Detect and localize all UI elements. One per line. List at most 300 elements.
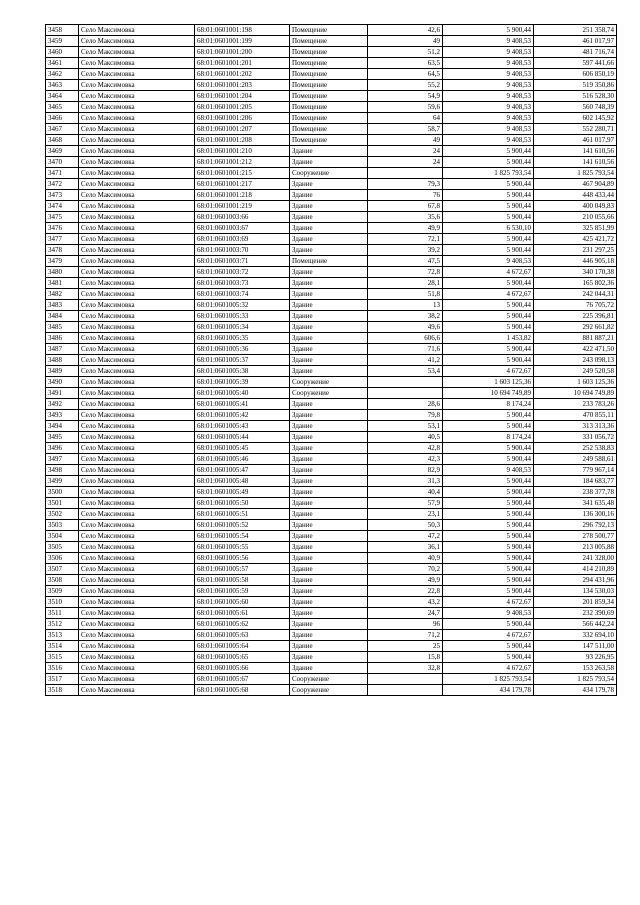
area-cell: 24 (368, 146, 443, 157)
area-cell: 51,2 (368, 47, 443, 58)
table-body (46, 25, 617, 696)
settlement-cell: Село Максимовка (79, 36, 195, 47)
table-row (46, 608, 617, 619)
table-row (46, 553, 617, 564)
area-cell: 64 (368, 113, 443, 124)
row-number-cell: 3467 (46, 124, 79, 135)
specific-value-cell: 5 900,44 (443, 531, 534, 542)
settlement-cell: Село Максимовка (79, 641, 195, 652)
row-number-cell: 3509 (46, 586, 79, 597)
settlement-cell: Село Максимовка (79, 179, 195, 190)
row-number-cell: 3515 (46, 652, 79, 663)
specific-value-cell: 5 900,44 (443, 179, 534, 190)
object-type-cell: Здание (290, 564, 368, 575)
row-number-cell: 3501 (46, 498, 79, 509)
settlement-cell: Село Максимовка (79, 69, 195, 80)
table-row (46, 355, 617, 366)
object-type-cell: Здание (290, 498, 368, 509)
table-row (46, 498, 617, 509)
area-cell: 42,6 (368, 25, 443, 36)
row-number-cell: 3475 (46, 212, 79, 223)
area-cell: 64,5 (368, 69, 443, 80)
cadastral-value-cell: 251 358,74 (534, 25, 617, 36)
area-cell: 79,3 (368, 179, 443, 190)
object-type-cell: Здание (290, 597, 368, 608)
area-cell: 76 (368, 190, 443, 201)
cadastral-number-cell: 68:01:0601005:65 (195, 652, 290, 663)
row-number-cell: 3490 (46, 377, 79, 388)
settlement-cell: Село Максимовка (79, 454, 195, 465)
settlement-cell: Село Максимовка (79, 300, 195, 311)
cadastral-value-cell: 233 783,26 (534, 399, 617, 410)
cadastral-number-cell: 68:01:0601001:218 (195, 190, 290, 201)
specific-value-cell: 5 900,44 (443, 300, 534, 311)
specific-value-cell: 4 672,67 (443, 597, 534, 608)
settlement-cell: Село Максимовка (79, 212, 195, 223)
area-cell: 54,9 (368, 91, 443, 102)
area-cell: 22,8 (368, 586, 443, 597)
table-row (46, 212, 617, 223)
table-row (46, 454, 617, 465)
area-cell: 79,8 (368, 410, 443, 421)
cadastral-number-cell: 68:01:0601005:34 (195, 322, 290, 333)
cadastral-number-cell: 68:01:0601005:62 (195, 619, 290, 630)
specific-value-cell: 5 900,44 (443, 25, 534, 36)
table-row (46, 102, 617, 113)
settlement-cell: Село Максимовка (79, 509, 195, 520)
cadastral-number-cell: 68:01:0601003:74 (195, 289, 290, 300)
row-number-cell: 3485 (46, 322, 79, 333)
object-type-cell: Здание (290, 212, 368, 223)
cadastral-number-cell: 68:01:0601005:64 (195, 641, 290, 652)
cadastral-value-cell: 422 471,50 (534, 344, 617, 355)
specific-value-cell: 9 408,53 (443, 124, 534, 135)
area-cell: 53,1 (368, 421, 443, 432)
object-type-cell: Здание (290, 344, 368, 355)
row-number-cell: 3505 (46, 542, 79, 553)
settlement-cell: Село Максимовка (79, 432, 195, 443)
settlement-cell: Село Максимовка (79, 146, 195, 157)
cadastral-value-cell: 325 851,99 (534, 223, 617, 234)
settlement-cell: Село Максимовка (79, 223, 195, 234)
object-type-cell: Здание (290, 520, 368, 531)
cadastral-value-cell: 461 017,97 (534, 135, 617, 146)
area-cell: 55,2 (368, 80, 443, 91)
settlement-cell: Село Максимовка (79, 663, 195, 674)
table-row (46, 245, 617, 256)
settlement-cell: Село Максимовка (79, 256, 195, 267)
object-type-cell: Здание (290, 179, 368, 190)
cadastral-value-cell: 552 280,71 (534, 124, 617, 135)
area-cell: 71,6 (368, 344, 443, 355)
specific-value-cell: 9 408,53 (443, 465, 534, 476)
settlement-cell: Село Максимовка (79, 531, 195, 542)
specific-value-cell: 5 900,44 (443, 355, 534, 366)
cadastral-value-cell: 278 500,77 (534, 531, 617, 542)
area-cell: 72,8 (368, 267, 443, 278)
settlement-cell: Село Максимовка (79, 190, 195, 201)
settlement-cell: Село Максимовка (79, 498, 195, 509)
cadastral-number-cell: 68:01:0601001:210 (195, 146, 290, 157)
cadastral-number-cell: 68:01:0601001:207 (195, 124, 290, 135)
table-row (46, 344, 617, 355)
specific-value-cell: 5 900,44 (443, 553, 534, 564)
table-row (46, 663, 617, 674)
row-number-cell: 3500 (46, 487, 79, 498)
object-type-cell: Помещение (290, 80, 368, 91)
object-type-cell: Помещение (290, 25, 368, 36)
cadastral-value-cell: 446 905,18 (534, 256, 617, 267)
table-row (46, 80, 617, 91)
row-number-cell: 3473 (46, 190, 79, 201)
settlement-cell: Село Максимовка (79, 399, 195, 410)
row-number-cell: 3511 (46, 608, 79, 619)
object-type-cell: Сооружение (290, 377, 368, 388)
area-cell: 47,2 (368, 531, 443, 542)
cadastral-number-cell: 68:01:0601005:57 (195, 564, 290, 575)
area-cell: 39,2 (368, 245, 443, 256)
cadastral-value-cell: 249 520,58 (534, 366, 617, 377)
specific-value-cell: 8 174,24 (443, 432, 534, 443)
object-type-cell: Здание (290, 531, 368, 542)
object-type-cell: Помещение (290, 69, 368, 80)
area-cell: 38,2 (368, 311, 443, 322)
cadastral-number-cell: 68:01:0601001:215 (195, 168, 290, 179)
object-type-cell: Здание (290, 542, 368, 553)
table-row (46, 575, 617, 586)
specific-value-cell: 9 408,53 (443, 36, 534, 47)
specific-value-cell: 5 900,44 (443, 443, 534, 454)
cadastral-number-cell: 68:01:0601001:205 (195, 102, 290, 113)
table-row (46, 388, 617, 399)
settlement-cell: Село Максимовка (79, 410, 195, 421)
area-cell: 96 (368, 619, 443, 630)
area-cell: 67,8 (368, 201, 443, 212)
area-cell: 49,6 (368, 322, 443, 333)
table-row (46, 333, 617, 344)
row-number-cell: 3469 (46, 146, 79, 157)
row-number-cell: 3460 (46, 47, 79, 58)
table-row (46, 487, 617, 498)
table-row (46, 586, 617, 597)
object-type-cell: Здание (290, 234, 368, 245)
table-row (46, 542, 617, 553)
specific-value-cell: 5 900,44 (443, 652, 534, 663)
settlement-cell: Село Максимовка (79, 157, 195, 168)
area-cell: 42,3 (368, 454, 443, 465)
object-type-cell: Здание (290, 575, 368, 586)
table-row (46, 630, 617, 641)
area-cell: 72,1 (368, 234, 443, 245)
object-type-cell: Здание (290, 443, 368, 454)
specific-value-cell: 9 408,53 (443, 91, 534, 102)
object-type-cell: Здание (290, 311, 368, 322)
row-number-cell: 3491 (46, 388, 79, 399)
table-row (46, 674, 617, 685)
row-number-cell: 3506 (46, 553, 79, 564)
table-row (46, 256, 617, 267)
cadastral-number-cell: 68:01:0601005:38 (195, 366, 290, 377)
specific-value-cell: 4 672,67 (443, 267, 534, 278)
row-number-cell: 3504 (46, 531, 79, 542)
specific-value-cell: 5 900,44 (443, 157, 534, 168)
row-number-cell: 3496 (46, 443, 79, 454)
table-row (46, 685, 617, 696)
cadastral-value-cell: 414 210,89 (534, 564, 617, 575)
object-type-cell: Здание (290, 641, 368, 652)
object-type-cell: Здание (290, 421, 368, 432)
settlement-cell: Село Максимовка (79, 487, 195, 498)
settlement-cell: Село Максимовка (79, 553, 195, 564)
row-number-cell: 3482 (46, 289, 79, 300)
row-number-cell: 3498 (46, 465, 79, 476)
cadastral-value-cell: 141 610,56 (534, 157, 617, 168)
object-type-cell: Здание (290, 465, 368, 476)
cadastral-value-cell: 231 297,25 (534, 245, 617, 256)
row-number-cell: 3478 (46, 245, 79, 256)
specific-value-cell: 9 408,53 (443, 58, 534, 69)
cadastral-number-cell: 68:01:0601001:198 (195, 25, 290, 36)
cadastral-value-cell: 606 850,19 (534, 69, 617, 80)
area-cell: 23,1 (368, 509, 443, 520)
area-cell: 53,4 (368, 366, 443, 377)
area-cell: 49 (368, 135, 443, 146)
row-number-cell: 3502 (46, 509, 79, 520)
settlement-cell: Село Максимовка (79, 289, 195, 300)
row-number-cell: 3492 (46, 399, 79, 410)
cadastral-number-cell: 68:01:0601005:39 (195, 377, 290, 388)
object-type-cell: Здание (290, 289, 368, 300)
specific-value-cell: 1 603 125,36 (443, 377, 534, 388)
cadastral-number-cell: 68:01:0601003:67 (195, 223, 290, 234)
cadastral-value-table (45, 24, 617, 696)
cadastral-number-cell: 68:01:0601001:217 (195, 179, 290, 190)
specific-value-cell: 9 408,53 (443, 47, 534, 58)
object-type-cell: Здание (290, 267, 368, 278)
cadastral-value-cell: 1 825 793,54 (534, 168, 617, 179)
cadastral-value-cell: 448 433,44 (534, 190, 617, 201)
cadastral-number-cell: 68:01:0601005:33 (195, 311, 290, 322)
cadastral-value-cell: 434 179,78 (534, 685, 617, 696)
row-number-cell: 3458 (46, 25, 79, 36)
cadastral-value-cell: 1 825 793,54 (534, 674, 617, 685)
area-cell: 40,5 (368, 432, 443, 443)
table-row (46, 36, 617, 47)
area-cell: 58,7 (368, 124, 443, 135)
table-row (46, 58, 617, 69)
cadastral-value-cell: 238 377,78 (534, 487, 617, 498)
cadastral-value-cell: 400 049,83 (534, 201, 617, 212)
settlement-cell: Село Максимовка (79, 597, 195, 608)
object-type-cell: Здание (290, 355, 368, 366)
area-cell (368, 685, 443, 696)
table-row (46, 443, 617, 454)
settlement-cell: Село Максимовка (79, 58, 195, 69)
row-number-cell: 3471 (46, 168, 79, 179)
table-row (46, 564, 617, 575)
object-type-cell: Здание (290, 245, 368, 256)
object-type-cell: Здание (290, 630, 368, 641)
area-cell: 82,9 (368, 465, 443, 476)
area-cell: 28,6 (368, 399, 443, 410)
cadastral-value-cell: 597 441,66 (534, 58, 617, 69)
table-row (46, 520, 617, 531)
cadastral-number-cell: 68:01:0601005:45 (195, 443, 290, 454)
cadastral-value-cell: 232 390,69 (534, 608, 617, 619)
specific-value-cell: 4 672,67 (443, 663, 534, 674)
cadastral-number-cell: 68:01:0601001:199 (195, 36, 290, 47)
cadastral-value-cell: 242 044,31 (534, 289, 617, 300)
table-row (46, 25, 617, 36)
cadastral-value-cell: 213 005,88 (534, 542, 617, 553)
cadastral-number-cell: 68:01:0601005:43 (195, 421, 290, 432)
table-row (46, 201, 617, 212)
row-number-cell: 3494 (46, 421, 79, 432)
object-type-cell: Здание (290, 322, 368, 333)
cadastral-value-cell: 134 530,03 (534, 586, 617, 597)
specific-value-cell: 4 672,67 (443, 289, 534, 300)
area-cell: 43,2 (368, 597, 443, 608)
cadastral-number-cell: 68:01:0601003:70 (195, 245, 290, 256)
cadastral-number-cell: 68:01:0601005:59 (195, 586, 290, 597)
row-number-cell: 3474 (46, 201, 79, 212)
cadastral-number-cell: 68:01:0601005:60 (195, 597, 290, 608)
specific-value-cell: 5 900,44 (443, 454, 534, 465)
area-cell: 51,8 (368, 289, 443, 300)
table-row (46, 421, 617, 432)
area-cell: 42,8 (368, 443, 443, 454)
area-cell: 15,8 (368, 652, 443, 663)
row-number-cell: 3461 (46, 58, 79, 69)
specific-value-cell: 5 900,44 (443, 322, 534, 333)
table-row (46, 47, 617, 58)
specific-value-cell: 5 900,44 (443, 564, 534, 575)
cadastral-number-cell: 68:01:0601003:73 (195, 278, 290, 289)
cadastral-number-cell: 68:01:0601005:44 (195, 432, 290, 443)
row-number-cell: 3484 (46, 311, 79, 322)
area-cell: 40,4 (368, 487, 443, 498)
settlement-cell: Село Максимовка (79, 685, 195, 696)
area-cell: 57,9 (368, 498, 443, 509)
settlement-cell: Село Максимовка (79, 91, 195, 102)
cadastral-number-cell: 68:01:0601005:68 (195, 685, 290, 696)
area-cell: 71,2 (368, 630, 443, 641)
settlement-cell: Село Максимовка (79, 168, 195, 179)
cadastral-value-cell: 332 694,10 (534, 630, 617, 641)
object-type-cell: Здание (290, 476, 368, 487)
cadastral-value-cell: 779 967,14 (534, 465, 617, 476)
table-row (46, 91, 617, 102)
specific-value-cell: 5 900,44 (443, 201, 534, 212)
cadastral-value-cell: 560 748,39 (534, 102, 617, 113)
cadastral-value-cell: 294 431,96 (534, 575, 617, 586)
area-cell: 70,2 (368, 564, 443, 575)
cadastral-value-cell: 1 603 125,36 (534, 377, 617, 388)
specific-value-cell: 5 900,44 (443, 190, 534, 201)
specific-value-cell: 5 900,44 (443, 421, 534, 432)
settlement-cell: Село Максимовка (79, 234, 195, 245)
area-cell: 63,5 (368, 58, 443, 69)
area-cell (368, 674, 443, 685)
cadastral-number-cell: 68:01:0601005:67 (195, 674, 290, 685)
cadastral-number-cell: 68:01:0601001:219 (195, 201, 290, 212)
table-row (46, 432, 617, 443)
table-row (46, 619, 617, 630)
settlement-cell: Село Максимовка (79, 47, 195, 58)
table-row (46, 652, 617, 663)
specific-value-cell: 8 174,24 (443, 399, 534, 410)
cadastral-number-cell: 68:01:0601001:208 (195, 135, 290, 146)
object-type-cell: Помещение (290, 256, 368, 267)
row-number-cell: 3517 (46, 674, 79, 685)
specific-value-cell: 5 900,44 (443, 520, 534, 531)
settlement-cell: Село Максимовка (79, 476, 195, 487)
area-cell: 32,8 (368, 663, 443, 674)
area-cell: 13 (368, 300, 443, 311)
row-number-cell: 3462 (46, 69, 79, 80)
row-number-cell: 3483 (46, 300, 79, 311)
object-type-cell: Здание (290, 300, 368, 311)
cadastral-number-cell: 68:01:0601005:37 (195, 355, 290, 366)
cadastral-number-cell: 68:01:0601001:206 (195, 113, 290, 124)
cadastral-number-cell: 68:01:0601005:63 (195, 630, 290, 641)
cadastral-value-cell: 331 056,72 (534, 432, 617, 443)
row-number-cell: 3493 (46, 410, 79, 421)
row-number-cell: 3499 (46, 476, 79, 487)
object-type-cell: Здание (290, 333, 368, 344)
object-type-cell: Помещение (290, 113, 368, 124)
area-cell: 59,6 (368, 102, 443, 113)
specific-value-cell: 9 408,53 (443, 113, 534, 124)
cadastral-number-cell: 68:01:0601005:66 (195, 663, 290, 674)
cadastral-number-cell: 68:01:0601005:40 (195, 388, 290, 399)
settlement-cell: Село Максимовка (79, 278, 195, 289)
cadastral-number-cell: 68:01:0601003:71 (195, 256, 290, 267)
settlement-cell: Село Максимовка (79, 366, 195, 377)
cadastral-number-cell: 68:01:0601005:52 (195, 520, 290, 531)
specific-value-cell: 5 900,44 (443, 344, 534, 355)
cadastral-value-cell: 10 694 749,89 (534, 388, 617, 399)
cadastral-value-cell: 243 098,13 (534, 355, 617, 366)
row-number-cell: 3477 (46, 234, 79, 245)
cadastral-value-cell: 296 792,13 (534, 520, 617, 531)
settlement-cell: Село Максимовка (79, 113, 195, 124)
area-cell: 49 (368, 36, 443, 47)
table-row (46, 69, 617, 80)
cadastral-number-cell: 68:01:0601003:66 (195, 212, 290, 223)
table-row (46, 289, 617, 300)
cadastral-value-cell: 470 855,11 (534, 410, 617, 421)
cadastral-value-cell: 461 017,97 (534, 36, 617, 47)
table-row (46, 113, 617, 124)
settlement-cell: Село Максимовка (79, 322, 195, 333)
row-number-cell: 3468 (46, 135, 79, 146)
specific-value-cell: 1 825 793,54 (443, 674, 534, 685)
settlement-cell: Село Максимовка (79, 564, 195, 575)
object-type-cell: Помещение (290, 124, 368, 135)
settlement-cell: Село Максимовка (79, 388, 195, 399)
row-number-cell: 3481 (46, 278, 79, 289)
cadastral-value-cell: 165 802,36 (534, 278, 617, 289)
settlement-cell: Село Максимовка (79, 245, 195, 256)
specific-value-cell: 1 825 793,54 (443, 168, 534, 179)
object-type-cell: Сооружение (290, 388, 368, 399)
settlement-cell: Село Максимовка (79, 608, 195, 619)
cadastral-number-cell: 68:01:0601001:201 (195, 58, 290, 69)
settlement-cell: Село Максимовка (79, 652, 195, 663)
specific-value-cell: 6 530,10 (443, 223, 534, 234)
area-cell (368, 377, 443, 388)
